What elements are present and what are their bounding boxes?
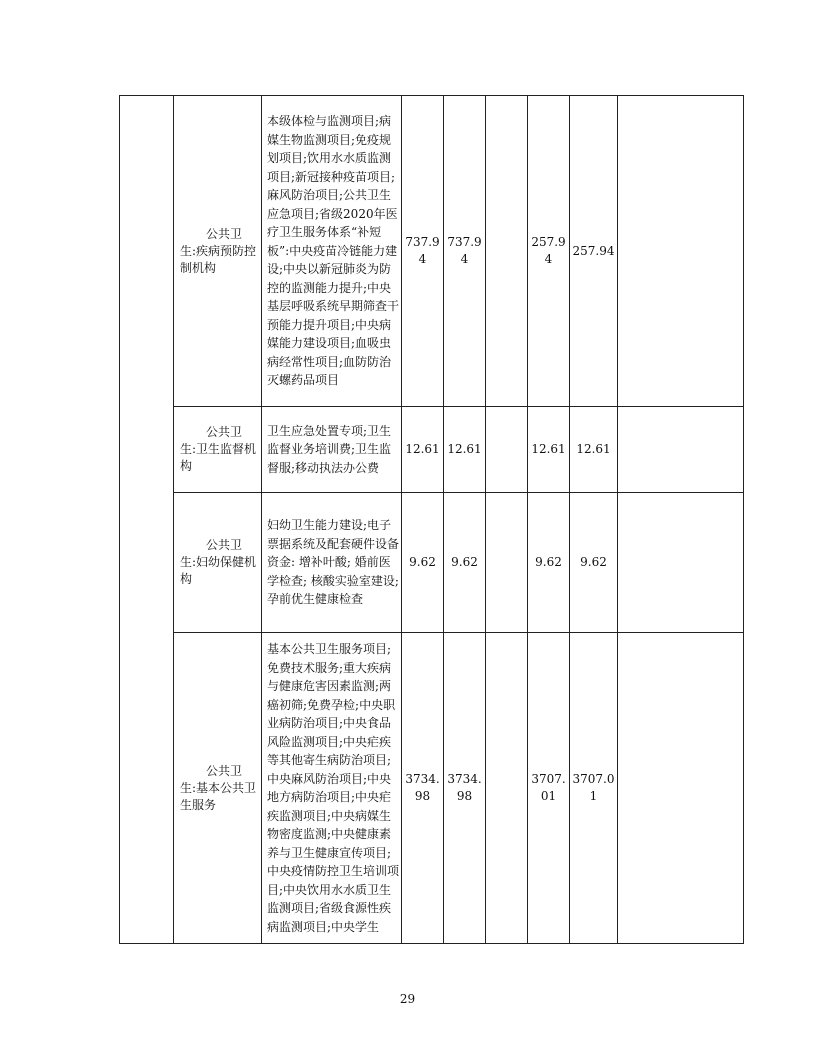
- amount-cell: [486, 407, 528, 493]
- amount-cell: 12.61: [570, 407, 618, 493]
- amount-cell: 9.62: [402, 493, 444, 633]
- amount-cell: 737.94: [444, 96, 486, 407]
- table-row: [120, 96, 744, 407]
- content-cell: 卫生应急处置专项;卫生监督业务培训费;卫生监督服;移动执法办公费: [262, 407, 402, 493]
- category-cell: 公共卫生:妇幼保健机构: [174, 493, 262, 633]
- table-row: [120, 407, 744, 493]
- category-cell: 公共卫生:疾病预防控制机构: [174, 96, 262, 407]
- table-row: [120, 493, 744, 633]
- amount-cell: 257.94: [528, 96, 570, 407]
- amount-cell: 3734.98: [402, 633, 444, 944]
- category-cell: 公共卫生:基本公共卫生服务: [174, 633, 262, 944]
- remark-cell: [618, 96, 744, 407]
- amount-cell: [486, 493, 528, 633]
- amount-cell: 9.62: [444, 493, 486, 633]
- amount-cell: 9.62: [528, 493, 570, 633]
- page-number: 29: [399, 992, 416, 1006]
- amount-cell: 3707.01: [570, 633, 618, 944]
- amount-cell: 3734.98: [444, 633, 486, 944]
- amount-cell: 737.94: [402, 96, 444, 407]
- amount-cell: 257.94: [570, 96, 618, 407]
- remark-cell: [618, 633, 744, 944]
- amount-cell: 12.61: [528, 407, 570, 493]
- amount-cell: [486, 633, 528, 944]
- remark-cell: [618, 407, 744, 493]
- remark-cell: [618, 493, 744, 633]
- amount-cell: 12.61: [444, 407, 486, 493]
- content-cell: 本级体检与监测项目;病媒生物监测项目;免疫规划项目;饮用水水质监测项目;新冠接种疫苗项目;麻风防治项目;公共卫生应急项目;省级2020年医疗卫生服务体系“补短板”:中央疫苗冷链能力建设;中央以新冠肺炎为防控的监测能力提升;中央基层呼吸系统早期筛查干预能力提升项目;中央病媒能力建设项目;血吸虫病经常性项目;血防防治灭螺药品项目: [262, 96, 402, 407]
- amount-cell: [486, 96, 528, 407]
- amount-cell: 12.61: [402, 407, 444, 493]
- content-cell: 妇幼卫生能力建设;电子票据系统及配套硬件设备资金: 增补叶酸; 婚前医学检查; 核酸实验室建设;孕前优生健康检查: [262, 493, 402, 633]
- content-cell: 基本公共卫生服务项目;免费技术服务;重大疾病与健康危害因素监测;两癌初筛;免费孕检;中央职业病防治项目;中央食品风险监测项目;中央疟疾等其他寄生病防治项目;中央麻风防治项目;中央地方病防治项目;中央疟疾监测项目;中央病媒生物密度监测;中央健康素养与卫生健康宣传项目;中央疫情防控卫生培训项目;中央饮用水水质卫生监测项目;省级食源性疾病监测项目;中央学生: [262, 633, 402, 944]
- amount-cell: 3707.01: [528, 633, 570, 944]
- category-cell: 公共卫生:卫生监督机构: [174, 407, 262, 493]
- blank-merged-cell: [120, 96, 174, 944]
- table-row: [120, 633, 744, 944]
- amount-cell: 9.62: [570, 493, 618, 633]
- budget-table: [119, 95, 744, 944]
